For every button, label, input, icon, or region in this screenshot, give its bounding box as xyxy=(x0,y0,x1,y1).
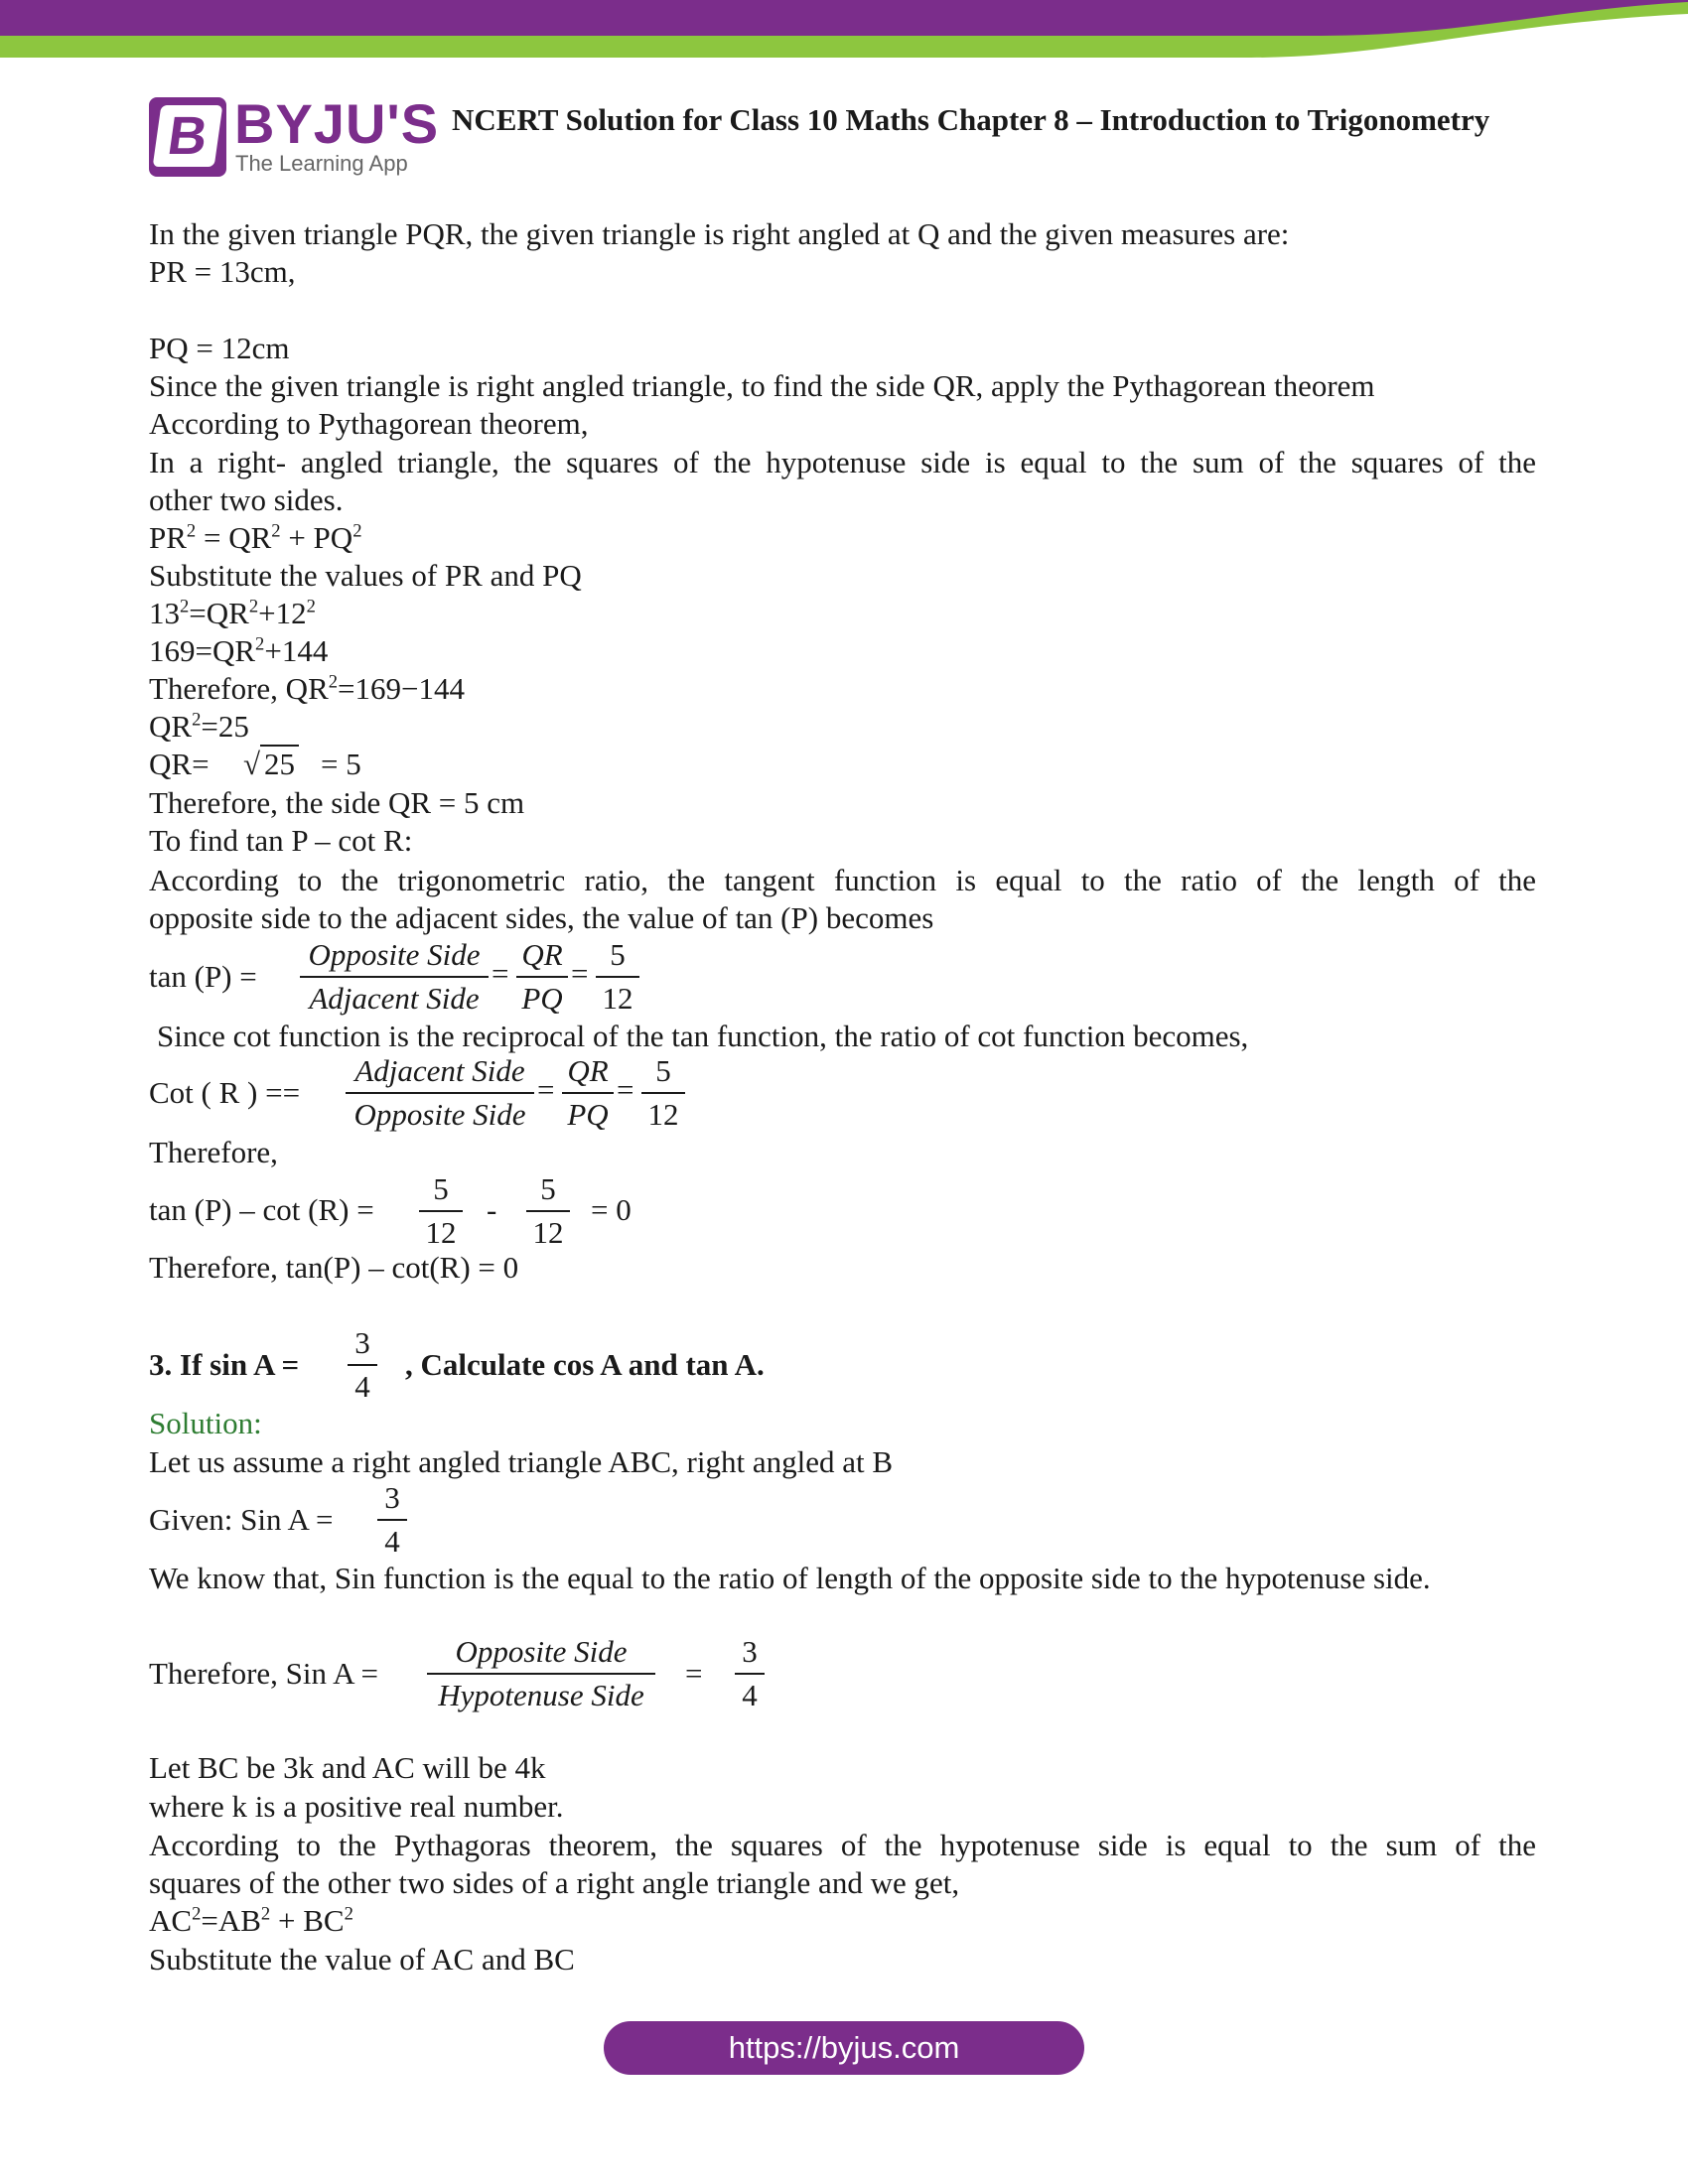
square-root: √ 25 xyxy=(243,746,299,783)
fraction: Opposite Side Hypotenuse Side xyxy=(427,1634,655,1713)
solution-label: Solution: xyxy=(149,1406,262,1440)
text-line: squares of the other two sides of a right angle triangle and we get, xyxy=(149,1865,960,1900)
equation-lhs: tan (P) – cot (R) = xyxy=(149,1192,374,1227)
equation-line: $13^2=QR^2+12^2$ xyxy=(149,596,316,630)
equation-lhs: Therefore, Sin A = xyxy=(149,1656,378,1691)
text-line: Therefore, the side QR = 5 cm xyxy=(149,785,525,820)
text-line: PR = 13cm, xyxy=(149,254,296,289)
equals-sign: = xyxy=(571,956,589,991)
logo-tagline: The Learning App xyxy=(235,151,408,176)
equation-result: = 5 xyxy=(321,747,361,781)
text-line: PQ = 12cm xyxy=(149,331,290,365)
question-tail: , Calculate cos A and tan A. xyxy=(405,1347,765,1382)
text-line: where k is a positive real number. xyxy=(149,1789,564,1824)
text-line: To find tan P – cot R: xyxy=(149,823,413,858)
text-line: In a right- angled triangle, the squares of the hypotenuse side is equal to the sum of the squares of the xyxy=(149,445,1536,479)
text-line: Let us assume a right angled triangle ABC, right angled at B xyxy=(149,1444,894,1479)
text-line: Let BC be 3k and AC will be 4k xyxy=(149,1750,546,1785)
equation-pythagoras: $AC^2=AB^2 + BC^2$ xyxy=(149,1903,353,1938)
fraction: $\frac{3}{4}$ xyxy=(348,1325,377,1405)
header-color-band xyxy=(0,0,1688,60)
text-line: According to Pythagorean theorem, xyxy=(149,406,589,441)
text-line: We know that, Sin function is the equal to the ratio of length of the opposite side to the hypotenuse side. xyxy=(149,1561,1431,1595)
fraction: $\frac{QR}{PQ}$ xyxy=(562,1053,614,1133)
equation-rhs: = 0 xyxy=(591,1192,632,1227)
minus-sign: - xyxy=(487,1192,497,1227)
fraction: $\frac{5}{12}$ xyxy=(526,1171,570,1251)
equation-line: $169=QR^2+144$ xyxy=(149,633,329,668)
text-line: According to the trigonometric ratio, the tangent function is equal to the ratio of the length of the xyxy=(149,863,1536,897)
fraction: Opposite Side Adjacent Side xyxy=(300,937,489,1017)
equals-sign: = xyxy=(492,956,509,991)
fraction: Adjacent Side Opposite Side xyxy=(346,1053,534,1133)
equation-line: $QR^2=25$ xyxy=(149,709,249,744)
equation-lhs: Cot ( R ) == xyxy=(149,1075,301,1110)
text-line: Substitute the values of PR and PQ xyxy=(149,558,582,593)
logo-icon xyxy=(149,97,226,177)
equals-sign: = xyxy=(537,1072,555,1107)
text-line: Therefore, tan(P) – cot(R) = 0 xyxy=(149,1250,519,1285)
text-line: According to the Pythagoras theorem, the squares of the hypotenuse side is equal to the sum of the xyxy=(149,1828,1536,1862)
text-line: Substitute the value of AC and BC xyxy=(149,1942,575,1977)
fraction: $\frac{5}{12}$ xyxy=(641,1053,685,1133)
fraction: $\frac{QR}{PQ}$ xyxy=(516,937,568,1017)
equation-line: Therefore, $QR^2=169-144$ xyxy=(149,671,466,706)
equation-line: QR= xyxy=(149,747,210,781)
given-lead: Given: Sin A = xyxy=(149,1502,334,1537)
text-line: opposite side to the adjacent sides, the value of tan (P) becomes xyxy=(149,900,934,935)
text-line: Therefore, xyxy=(149,1135,278,1169)
text-line: Since cot function is the reciprocal of the tan function, the ratio of cot function becomes, xyxy=(157,1019,1249,1053)
equals-sign: = xyxy=(685,1656,703,1691)
fraction: $\frac{3}{4}$ xyxy=(377,1480,407,1560)
page-title: NCERT Solution for Class 10 Maths Chapter 8 – Introduction to Trigonometry xyxy=(452,102,1490,137)
question-lead: 3. If sin A = xyxy=(149,1347,300,1382)
equals-sign: = xyxy=(617,1072,634,1107)
equation-pythagoras: $PR^2 = QR^2 + PQ^2$ xyxy=(149,520,362,555)
logo-name: BYJU'S xyxy=(234,92,440,155)
fraction: $\frac{5}{12}$ xyxy=(596,937,639,1017)
logo-letter: B xyxy=(153,105,223,167)
fraction: $\frac{5}{12}$ xyxy=(419,1171,463,1251)
equation-lhs: tan (P) = xyxy=(149,959,257,994)
text-line: In the given triangle PQR, the given triangle is right angled at Q and the given measures are: xyxy=(149,216,1290,251)
footer-url-link[interactable]: https://byjus.com xyxy=(604,2021,1084,2075)
fraction: $\frac{3}{4}$ xyxy=(735,1634,765,1713)
text-line: other two sides. xyxy=(149,482,344,517)
text-line: Since the given triangle is right angled triangle, to find the side QR, apply the Pythagorean theorem xyxy=(149,368,1375,403)
